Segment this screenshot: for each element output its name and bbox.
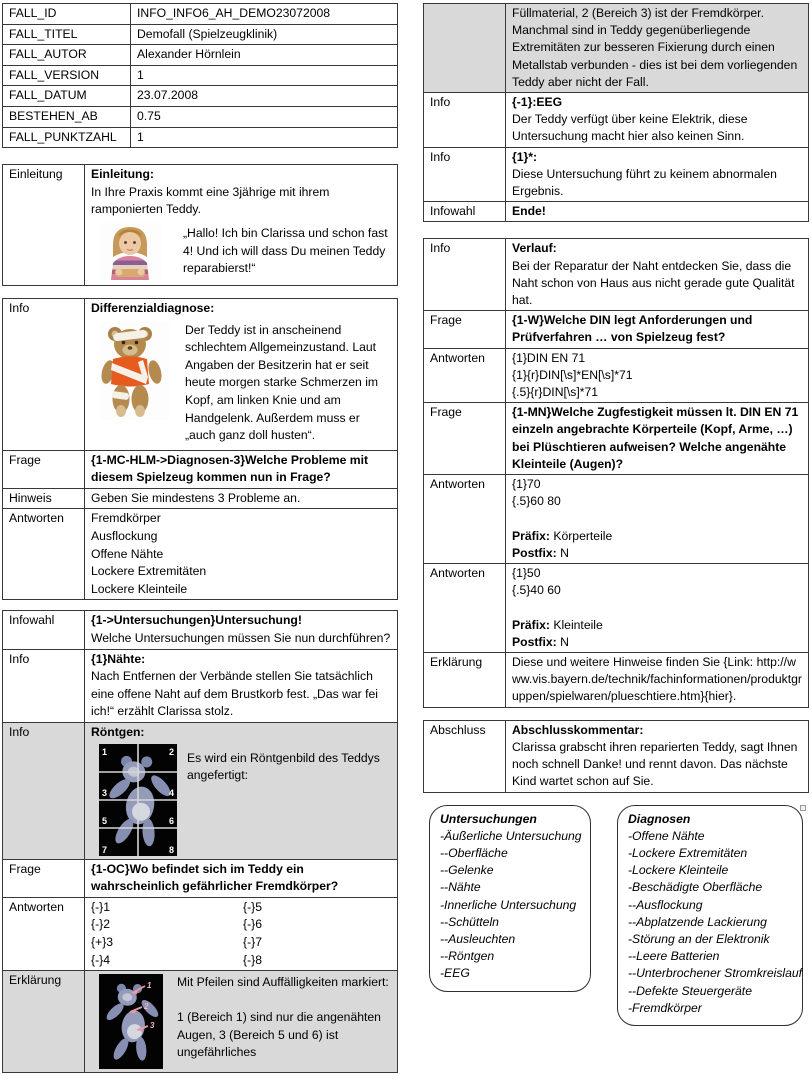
svg-text:1: 1 (147, 981, 152, 991)
box-item: --Defekte Steuergeräte (628, 983, 752, 998)
star-content (506, 148, 808, 202)
box-item: -EEG (440, 966, 470, 981)
metadata-value: 23.07.2008 (137, 88, 198, 103)
antworten-list (85, 509, 397, 599)
frage-text: {1-W}Welche DIN legt Anforderungen und Prüfverfahren … von Spielzeug fest? (512, 313, 753, 345)
praefix-value: Körperteile (553, 528, 613, 543)
antwort-item: {1}70 (512, 477, 541, 492)
erklaerung-continuation-text: Füllmaterial, 2 (Bereich 3) ist der Fremdkörper. Manchmal sind in Teddy gegenüberliegende Extremitäten zur besseren Fixierung durch einen Metallstab verbunden - dies ist bei dem vorliegenden Teddy aber nicht der Fall. (512, 6, 798, 89)
row-label: Erklärung (424, 653, 506, 707)
diagnose-table (2, 298, 398, 601)
abschluss-content (506, 721, 808, 792)
row-label: Abschluss (424, 721, 506, 792)
table-row (3, 106, 397, 127)
table-row (3, 722, 397, 859)
antworten-content (506, 564, 808, 652)
box-item: -Beschädigte Oberfläche (628, 880, 763, 895)
erklaerung-content (85, 971, 397, 1072)
svg-text:2: 2 (168, 746, 174, 757)
section-title: Abschlusskommentar: (512, 722, 644, 737)
row-label: Info (3, 723, 85, 859)
table-row (3, 85, 397, 106)
box-item: --Leere Batterien (628, 949, 720, 964)
abschluss-text: Clarissa grabscht ihren reparierten Teddy, sagt Ihnen noch schnell Danke! und rennt davon. Das nächste Kind wartet schon auf Sie. (512, 739, 798, 789)
diagnose-content (85, 299, 397, 450)
antworten-lines (512, 476, 802, 510)
metadata-value: Alexander Hörnlein (137, 47, 241, 62)
frage-text: {1-OC}Wo befindet sich im Teddy ein wahrscheinlich gefährlicher Fremdkörper? (91, 861, 339, 894)
row-label: Infowahl (424, 202, 506, 221)
row-label: Hinweis (3, 489, 85, 509)
box-item: -Lockere Kleinteile (628, 863, 729, 878)
svg-text:5: 5 (102, 815, 108, 826)
table-row (3, 24, 397, 45)
frage-text: {1-MC-HLM->Diagnosen-3}Welche Probleme mit diesem Spielzeug kommen nun in Frage? (91, 452, 369, 485)
table-row (3, 4, 397, 24)
link-url: http://www.vis.bayern.de/technik/fachinformationen/produktgruppen/spielwaren/plueschtiere.htm}{hier}. (512, 655, 802, 704)
box-item: --Ausflockung (628, 897, 703, 912)
table-row (424, 474, 808, 563)
einleitung-text: In Ihre Praxis kommt eine 3jährige mit ihrem ramponierten Teddy. (91, 184, 330, 217)
metadata-key: FALL_ID (3, 4, 131, 24)
box-item: -Lockere Extremitäten (628, 845, 748, 860)
table-row (424, 147, 808, 202)
box-item: -Innerliche Untersuchung (440, 897, 577, 912)
antworten-content (506, 475, 808, 563)
metadata-key: BESTEHEN_AB (3, 107, 131, 127)
row-label-empty (424, 4, 506, 92)
table-row (424, 721, 808, 792)
row-label: Frage (424, 311, 506, 347)
diagnose-media (99, 322, 391, 445)
table-row (424, 652, 808, 707)
roentgen-caption: Es wird ein Röntgenbild des Teddys angefertigt: (187, 750, 380, 783)
row-label: Antworten (424, 564, 506, 652)
svg-text:3: 3 (150, 1021, 155, 1031)
table-row (424, 239, 808, 310)
eeg-content (506, 93, 808, 147)
box-item: -Äußerliche Untersuchung (440, 828, 582, 843)
metadata-value: 1 (137, 67, 144, 82)
verlauf-table (423, 238, 809, 707)
praefix-value: Kleinteile (553, 617, 603, 632)
postfix-value: N (560, 634, 569, 649)
eeg-text: Der Teddy verfügt über keine Elektrik, diese Untersuchung macht hier also keinen Sinn. (512, 112, 748, 144)
antwort-option: {-}7 (243, 934, 262, 949)
section-title: Differenzialdiagnose: (91, 300, 215, 315)
table-row (424, 92, 808, 147)
praefix-line (512, 528, 802, 545)
antwort-option: {-}6 (243, 917, 262, 932)
table-row (3, 44, 397, 65)
box-item: --Oberfläche (440, 845, 508, 860)
box-item: --Unterbrochener Stromkreislauf (628, 966, 803, 981)
postfix-line (512, 545, 802, 562)
case-metadata-table (2, 3, 398, 148)
metadata-key: FALL_TITEL (3, 25, 131, 45)
box-item: --Nähte (440, 880, 481, 895)
svg-text:6: 6 (168, 815, 174, 826)
table-row (3, 65, 397, 86)
table-row (424, 563, 808, 652)
row-label: Info (424, 148, 506, 202)
box-title: Diagnosen (628, 811, 691, 826)
verlauf-text: Bei der Reparatur der Naht entdecken Sie, dass die Naht schon von Haus aus nicht gerade gute Qualität hat. (512, 258, 795, 308)
praefix-line (512, 617, 802, 634)
antwort-item: {.5}60 80 (512, 494, 561, 509)
antwort-item: Ausflockung (91, 529, 158, 544)
section-title: {1}*: (512, 149, 538, 164)
svg-text:7: 7 (102, 844, 108, 855)
untersuchungen-box (429, 805, 591, 992)
antwort-item: Lockere Kleinteile (91, 581, 188, 596)
diagnose-text: Der Teddy ist in anscheinend schlechtem Allgemeinzustand. Laut Angaben der Besitzerin hat er seit heute morgen starke Schmerzen im Kopf, am linken Knie und am Handgelenk. Außerdem muss er „auch ganz doll husten“. (185, 322, 379, 443)
metadata-key: FALL_PUNKTZAHL (3, 128, 131, 148)
erklaerung-media (99, 974, 391, 1069)
row-label: Erklärung (3, 971, 85, 1072)
antwort-option: {-}5 (243, 899, 262, 914)
table-row (424, 201, 808, 221)
untersuchung-table (2, 610, 398, 1073)
table-row (3, 127, 397, 148)
antwort-option: {-}2 (91, 917, 110, 932)
antwort-item: {1}50 (512, 566, 541, 581)
svg-text:3: 3 (102, 787, 108, 798)
section-title: {1->Untersuchungen}Untersuchung! (91, 613, 302, 628)
antwort-options-grid (85, 898, 397, 970)
row-label: Info (424, 93, 506, 147)
box-item-list (628, 828, 803, 1017)
antworten-lines (512, 565, 802, 599)
section-title: {-1}:EEG (512, 95, 563, 110)
antwort-item: {1}{r}DIN[\s]*EN[\s]*71 (512, 367, 633, 382)
girl-photo (99, 223, 161, 280)
naehte-text: Nach Entfernen der Verbände stellen Sie tatsächlich eine offene Naht auf dem Brustkorb fest. „Das war fei ich!“ erzählt Clarissa stolz. (91, 669, 379, 719)
link-prefix: Diese und weitere Hinweise finden Sie {Link: (512, 655, 757, 670)
antwort-item: {1}DIN EN 71 (512, 350, 586, 365)
left-column (2, 3, 398, 1073)
erklaerung-text (177, 974, 391, 1062)
svg-text:1: 1 (102, 746, 108, 757)
infowahl-text: Welche Untersuchungen müssen Sie nun durchführen? (91, 631, 391, 646)
teddy-photo (99, 322, 169, 420)
diagnosen-box (617, 805, 803, 1026)
row-label: Infowahl (3, 611, 85, 648)
resize-handle (800, 805, 806, 811)
metadata-key: FALL_DATUM (3, 86, 131, 106)
row-label: Frage (3, 860, 85, 897)
box-item: --Röntgen (440, 949, 495, 964)
box-title: Untersuchungen (440, 811, 537, 826)
table-row (3, 508, 397, 599)
box-item: -Offene Nähte (628, 828, 705, 843)
metadata-value: 1 (137, 129, 144, 144)
antwort-item: Fremdkörper (91, 511, 161, 526)
row-label: Antworten (3, 898, 85, 970)
row-label: Info (3, 299, 85, 450)
verlauf-content (506, 239, 808, 310)
antwort-option: {-}8 (243, 952, 262, 967)
abschluss-table (423, 720, 809, 793)
table-row (3, 488, 397, 509)
table-row (3, 165, 397, 285)
star-text: Diese Untersuchung führt zu keinem abnormalen Ergebnis. (512, 166, 777, 199)
roentgen-content (85, 723, 397, 859)
table-row (424, 310, 808, 347)
antwort-item: Offene Nähte (91, 546, 164, 561)
infowahl-content (85, 611, 397, 648)
postfix-label: Postfix: (512, 634, 557, 649)
metadata-value: Demofall (Spielzeugklinik) (137, 26, 278, 41)
blank-line (512, 510, 802, 527)
table-row (424, 4, 808, 92)
row-label: Info (3, 650, 85, 722)
row-label: Antworten (424, 349, 506, 403)
metadata-value: 0.75 (137, 108, 161, 123)
table-row (3, 611, 397, 648)
antworten-list (506, 349, 808, 403)
frage-text: {1-MN}Welche Zugfestigkeit müssen lt. DIN EN 71 einzeln angebrachte Körperteile (Kopf, Arme, …) bei Plüschtieren aufweisen? Welche angenähte Kleinteile (Augen)? (512, 405, 799, 471)
section-title: Einleitung: (91, 167, 154, 182)
antwort-item: {.5}{r}DIN[\s]*71 (512, 385, 599, 400)
row-label: Antworten (424, 475, 506, 563)
box-item: --Gelenke (440, 863, 494, 878)
table-row (424, 402, 808, 474)
box-item: --Abplatzende Lackierung (628, 914, 767, 929)
erklaerung-line: 1 (Bereich 1) sind nur die angenähten Augen, 3 (Bereich 5 und 6) ist ungefährliches (177, 1009, 381, 1060)
antwort-option: {-}4 (91, 952, 110, 967)
table-row (3, 450, 397, 488)
row-label: Info (424, 239, 506, 310)
table-row (3, 897, 397, 970)
blank-line (177, 992, 391, 1009)
row-label: Einleitung (3, 165, 85, 285)
naehte-content (85, 650, 397, 722)
svg-text:2: 2 (144, 1002, 149, 1012)
metadata-value: INFO_INFO6_AH_DEMO23072008 (137, 6, 331, 20)
metadata-key: FALL_AUTOR (3, 45, 131, 65)
table-row (3, 649, 397, 722)
teddy-xray-annotated-image (99, 974, 163, 1069)
einleitung-media (99, 223, 391, 280)
einleitung-table (2, 164, 398, 286)
svg-text:8: 8 (168, 844, 174, 855)
box-item-list (440, 828, 582, 983)
right-column (423, 3, 809, 1026)
einleitung-content (85, 165, 397, 285)
box-item: -Fremdkörper (628, 1000, 702, 1015)
praefix-label: Präfix: (512, 617, 550, 632)
antwort-option: {-}1 (91, 899, 110, 914)
antwort-item: Lockere Extremitäten (91, 564, 207, 579)
antwort-option: {+}3 (91, 934, 114, 949)
roentgen-media (99, 744, 391, 856)
teddy-xray-image (99, 744, 177, 856)
table-row (424, 348, 808, 403)
table-row (3, 299, 397, 450)
box-item: --Ausleuchten (440, 931, 516, 946)
section-title: {1}Nähte: (91, 651, 146, 666)
antwort-item: {.5}40 60 (512, 583, 561, 598)
section-title: Röntgen: (91, 725, 145, 739)
untersuchung-table-continued (423, 3, 809, 222)
row-label: Frage (424, 403, 506, 474)
postfix-label: Postfix: (512, 545, 557, 560)
section-title: Verlauf: (512, 241, 557, 256)
table-row (3, 859, 397, 897)
metadata-key: FALL_VERSION (3, 66, 131, 86)
hinweis-text: Geben Sie mindestens 3 Probleme an. (91, 490, 301, 505)
svg-text:4: 4 (168, 787, 174, 798)
row-label: Frage (3, 451, 85, 488)
praefix-label: Präfix: (512, 528, 550, 543)
legend-boxes (429, 805, 809, 1026)
erklaerung-link-text (506, 653, 808, 707)
box-item: -Störung an der Elektronik (628, 931, 770, 946)
postfix-line (512, 634, 802, 651)
blank-line (512, 599, 802, 616)
erklaerung-line: Mit Pfeilen sind Auffälligkeiten markiert: (177, 975, 389, 990)
box-item: --Schütteln (440, 914, 499, 929)
postfix-value: N (560, 545, 569, 560)
table-row (3, 970, 397, 1072)
row-label: Antworten (3, 509, 85, 599)
quote-text: „Hallo! Ich bin Clarissa und schon fast 4! Und ich will dass Du meinen Teddy reparabierst!“ (183, 225, 388, 276)
ende-text: Ende! (512, 204, 546, 219)
